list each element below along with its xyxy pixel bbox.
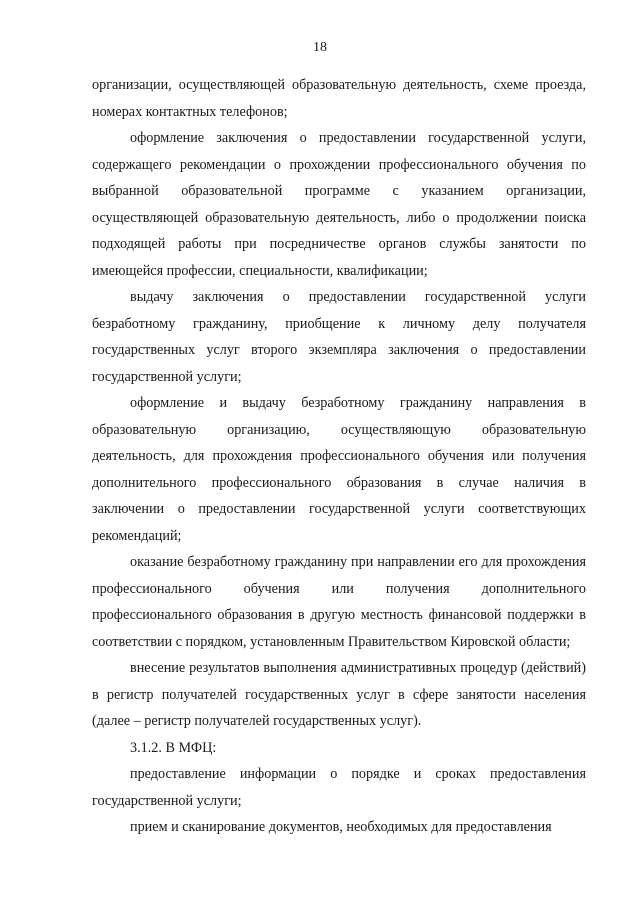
paragraph-5: оказание безработному гражданину при направлении его для прохождения профессионального обучения или получения дополнительного профессионального образования в другую местность финансовой поддержки в соответствии с порядком, установленным Правительством Кировской области; <box>92 554 586 650</box>
section-heading-3-1-2: 3.1.2. В МФЦ: <box>130 739 217 756</box>
paragraph-8: прием и сканирование документов, необходимых для предоставления <box>130 819 552 835</box>
page-number: 18 <box>313 40 327 55</box>
document-body <box>92 72 586 841</box>
paragraph-7: предоставление информации о порядке и сроках предоставления государственной услуги; <box>92 766 586 809</box>
paragraph-1: организации, осуществляющей образовательную деятельность, схеме проезда, номерах контактных телефонов; <box>92 77 586 120</box>
paragraph-4: оформление и выдачу безработному гражданину направления в образовательную организацию, осуществляющую образовательную деятельность, для прохождения профессионального обучения или получения дополнительного профессионального образования в случае наличия в заключении о предоставлении государственной услуги соответствующих рекомендаций; <box>92 395 586 544</box>
paragraph-3: выдачу заключения о предоставлении государственной услуги безработному гражданину, приобщение к личному делу получателя государственных услуг второго экземпляра заключения о предоставлении государственной услуги; <box>92 289 586 385</box>
paragraph-2: оформление заключения о предоставлении государственной услуги, содержащего рекомендации о прохождении профессионального обучения по выбранной образовательной программе с указанием организации, осуществляющей образовательную деятельность, либо о продолжении поиска подходящей работы при посредничестве органов службы занятости по имеющейся профессии, специальности, квалификации; <box>92 130 586 279</box>
paragraph-6: внесение результатов выполнения административных процедур (действий) в регистр получателей государственных услуг в сфере занятости населения (далее – регистр получателей государственных услуг). <box>92 660 586 729</box>
